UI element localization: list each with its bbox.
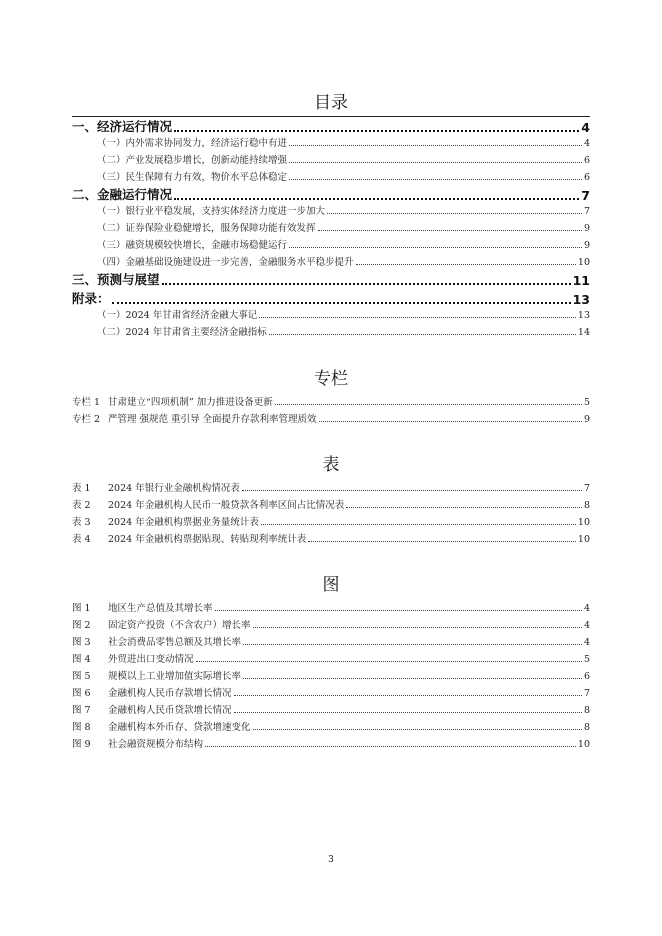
- figure-label: 地区生产总值及其增长率: [108, 603, 213, 614]
- table-page: 10: [577, 517, 590, 528]
- table-entry-1[interactable]: [72, 480, 590, 494]
- dot-leader: [289, 178, 582, 180]
- table-tag: 表 3: [72, 517, 91, 528]
- dot-leader: [253, 626, 582, 628]
- figure-tag: 图 3: [72, 637, 91, 648]
- dot-leader: [243, 677, 582, 679]
- figure-label: 外贸进出口变动情况: [108, 654, 194, 665]
- figure-tag: 图 2: [72, 620, 91, 631]
- toc-page: 7: [583, 206, 590, 217]
- toc-page: 7: [581, 188, 590, 203]
- column-label: 严管理 强规范 重引导 全面提升存款利率管理质效: [108, 414, 317, 425]
- toc-page: 4: [583, 138, 590, 149]
- dot-leader: [243, 643, 582, 645]
- dot-leader: [308, 540, 576, 542]
- dot-leader: [242, 489, 582, 491]
- table-label: 2024 年金融机构票据业务量统计表: [108, 517, 259, 528]
- toc-page: 6: [583, 172, 590, 183]
- figure-page: 10: [577, 739, 590, 750]
- toc-entry-finance[interactable]: [72, 185, 590, 203]
- toc-label: 附录：: [72, 291, 110, 306]
- figure-entry-6[interactable]: [72, 685, 590, 699]
- dot-leader: [112, 301, 571, 304]
- figure-tag: 图 8: [72, 722, 91, 733]
- figure-page: 5: [583, 654, 590, 665]
- figure-page: 7: [583, 688, 590, 699]
- toc-label: （二）证券保险业稳健增长，服务保障功能有效发挥: [97, 223, 316, 234]
- toc-page: 11: [572, 273, 590, 288]
- dot-leader: [289, 161, 582, 163]
- toc-label: （三）民生保障有力有效，物价水平总体稳定: [97, 172, 288, 183]
- toc-entry-finance-4[interactable]: [97, 254, 590, 268]
- toc-entry-appendix-1[interactable]: [97, 307, 590, 321]
- figure-page: 8: [583, 705, 590, 716]
- figure-label: 社会融资规模分布结构: [108, 739, 204, 750]
- dot-leader: [174, 197, 579, 200]
- dot-leader: [259, 316, 576, 318]
- toc-entry-finance-1[interactable]: [97, 203, 590, 217]
- dot-leader: [215, 609, 582, 611]
- figure-page: 8: [583, 722, 590, 733]
- toc-entry-appendix-2[interactable]: [97, 324, 590, 338]
- dot-leader: [205, 745, 576, 747]
- toc-page: 14: [577, 327, 590, 338]
- figure-label: 规模以上工业增加值实际增长率: [108, 671, 242, 682]
- figure-entry-7[interactable]: [72, 702, 590, 716]
- toc-entry-appendix[interactable]: [72, 289, 590, 307]
- toc-label: 三、预测与展望: [72, 272, 160, 287]
- toc-page: 9: [583, 240, 590, 251]
- table-entry-2[interactable]: [72, 497, 590, 511]
- table-page: 8: [583, 500, 590, 511]
- toc-label: （一）银行业平稳发展，支持实体经济力度进一步加大: [97, 206, 326, 217]
- figure-entry-4[interactable]: [72, 651, 590, 665]
- toc-page: 6: [583, 155, 590, 166]
- tables-title: 表: [322, 455, 340, 475]
- table-tag: 表 1: [72, 483, 91, 494]
- dot-leader: [319, 420, 582, 422]
- toc-entry-economy[interactable]: [72, 117, 590, 135]
- dot-leader: [162, 282, 571, 285]
- table-tag: 表 2: [72, 500, 91, 511]
- dot-leader: [234, 694, 582, 696]
- figure-entry-8[interactable]: [72, 719, 590, 733]
- toc-entry-economy-3[interactable]: [97, 169, 590, 183]
- column-tag: 专栏 1: [72, 397, 101, 408]
- table-tag: 表 4: [72, 534, 91, 545]
- toc-entry-finance-3[interactable]: [97, 237, 590, 251]
- table-label: 2024 年金融机构人民币一般贷款各利率区间占比情况表: [108, 500, 345, 511]
- toc-label: （二）2024 年甘肃省主要经济金融指标: [97, 327, 267, 338]
- column-label: 甘肃建立“四项机制” 加力推进设备更新: [108, 397, 273, 408]
- figure-entry-9[interactable]: [72, 736, 590, 750]
- toc-page: 4: [581, 120, 590, 135]
- figures-title: 图: [322, 575, 340, 595]
- table-entry-4[interactable]: [72, 531, 590, 545]
- figure-tag: 图 5: [72, 671, 91, 682]
- dot-leader: [234, 711, 582, 713]
- table-label: 2024 年金融机构票据贴现、转贴现利率统计表: [108, 534, 307, 545]
- figure-tag: 图 1: [72, 603, 91, 614]
- page-number: 3: [328, 855, 334, 865]
- figure-tag: 图 7: [72, 705, 91, 716]
- figure-label: 金融机构人民币存款增长情况: [108, 688, 232, 699]
- table-page: 7: [583, 483, 590, 494]
- figure-label: 金融机构人民币贷款增长情况: [108, 705, 232, 716]
- dot-leader: [289, 144, 582, 146]
- toc-entry-economy-2[interactable]: [97, 152, 590, 166]
- column-page: 5: [583, 397, 590, 408]
- figure-entry-2[interactable]: [72, 617, 590, 631]
- toc-entry-outlook[interactable]: [72, 270, 590, 288]
- column-entry-2[interactable]: [72, 411, 590, 425]
- table-label: 2024 年银行业金融机构情况表: [108, 483, 240, 494]
- figure-label: 固定资产投资（不含农户）增长率: [108, 620, 251, 631]
- figure-label: 金融机构本外币存、贷款增速变化: [108, 722, 251, 733]
- figure-entry-3[interactable]: [72, 634, 590, 648]
- dot-leader: [327, 212, 582, 214]
- toc-label: （一）内外需求协同发力，经济运行稳中有进: [97, 138, 288, 149]
- dot-leader: [275, 403, 582, 405]
- toc-page: 13: [577, 310, 590, 321]
- dot-leader: [253, 728, 582, 730]
- figure-entry-5[interactable]: [72, 668, 590, 682]
- figure-tag: 图 4: [72, 654, 91, 665]
- dot-leader: [269, 333, 576, 335]
- dot-leader: [356, 263, 576, 265]
- toc-label: （二）产业发展稳步增长，创新动能持续增强: [97, 155, 288, 166]
- dot-leader: [318, 229, 582, 231]
- figure-page: 4: [583, 637, 590, 648]
- toc-page: 13: [572, 292, 590, 307]
- figure-label: 社会消费品零售总额及其增长率: [108, 637, 242, 648]
- figure-tag: 图 9: [72, 739, 91, 750]
- columns-title: 专栏: [314, 369, 348, 389]
- figure-page: 6: [583, 671, 590, 682]
- dot-leader: [289, 246, 582, 248]
- table-page: 10: [577, 534, 590, 545]
- toc-entry-economy-1[interactable]: [97, 135, 590, 149]
- dot-leader: [346, 506, 582, 508]
- figure-entry-1[interactable]: [72, 600, 590, 614]
- toc-page: 9: [583, 223, 590, 234]
- toc-label: 二、金融运行情况: [72, 187, 173, 202]
- toc-title: 目录: [314, 93, 348, 113]
- dot-leader: [174, 129, 579, 132]
- toc-entry-finance-2[interactable]: [97, 220, 590, 234]
- figure-page: 4: [583, 603, 590, 614]
- column-entry-1[interactable]: [72, 394, 590, 408]
- dot-leader: [261, 523, 576, 525]
- toc-page: 10: [577, 257, 590, 268]
- toc-label: （三）融资规模较快增长，金融市场稳健运行: [97, 240, 288, 251]
- figure-tag: 图 6: [72, 688, 91, 699]
- table-entry-3[interactable]: [72, 514, 590, 528]
- toc-label: （四）金融基础设施建设进一步完善，金融服务水平稳步提升: [97, 257, 354, 268]
- toc-label: （一）2024 年甘肃省经济金融大事记: [97, 310, 258, 321]
- dot-leader: [196, 660, 582, 662]
- toc-label: 一、经济运行情况: [72, 119, 173, 134]
- figure-page: 4: [583, 620, 590, 631]
- column-page: 9: [583, 414, 590, 425]
- column-tag: 专栏 2: [72, 414, 101, 425]
